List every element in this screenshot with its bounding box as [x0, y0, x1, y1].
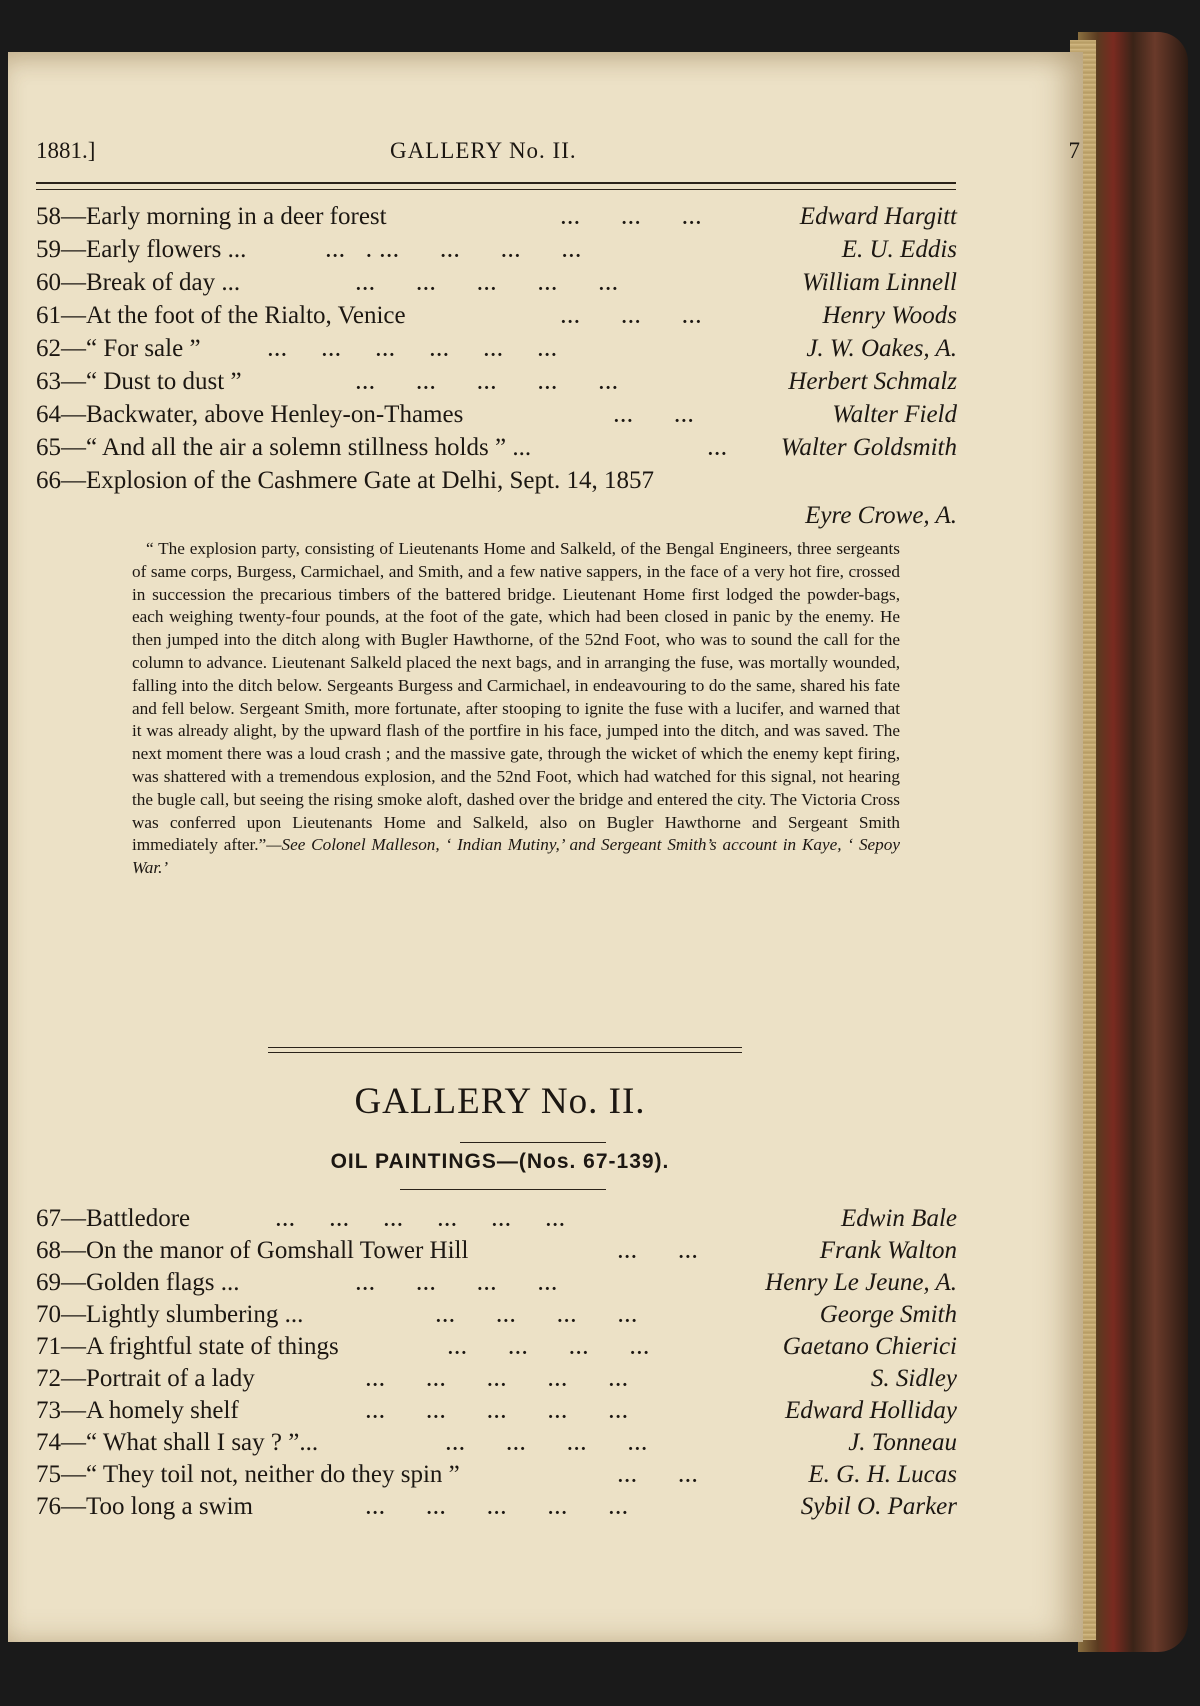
catalogue-entry: [36, 269, 957, 301]
entry-artist: Henry Woods: [822, 302, 957, 329]
entry-artist: S. Sidley: [870, 1365, 957, 1392]
entry-title: 75—“ They toil not, neither do they spin ”: [36, 1461, 460, 1488]
entry-title: 63—“ Dust to dust ”: [36, 368, 242, 395]
header-year: 1881.]: [36, 138, 96, 163]
leader-dots: ...: [708, 439, 729, 460]
catalogue-entry: [36, 1205, 957, 1237]
leader-dots: ... ... ... ... ... ...: [268, 340, 559, 361]
entry-title: 73—A homely shelf: [36, 1397, 239, 1424]
entry-title: 74—“ What shall I say ? ”...: [36, 1429, 319, 1456]
leader-dots: ... ...: [618, 1242, 699, 1263]
entry-artist: E. U. Eddis: [841, 236, 957, 263]
entry-artist: Walter Goldsmith: [780, 434, 957, 461]
leader-dots: ... ... ... ...: [436, 1306, 639, 1327]
catalogue-entry: [36, 1237, 957, 1269]
catalogue-entry: [36, 1269, 957, 1301]
entry-title: 68—On the manor of Gomshall Tower Hill: [36, 1237, 469, 1264]
entry-title: 62—“ For sale ”: [36, 335, 201, 362]
running-header: [36, 138, 1080, 172]
entry-artist: Frank Walton: [819, 1237, 957, 1264]
leader-dots: ... ... ... ... ...: [366, 1370, 630, 1391]
entry-artist: Edwin Bale: [841, 1205, 957, 1232]
subtitle-rule: [400, 1189, 606, 1190]
leader-dots: ... ... ... ...: [446, 1434, 649, 1455]
catalogue-entry: [36, 1397, 957, 1429]
entry-title: 61—At the foot of the Rialto, Venice: [36, 302, 406, 329]
leader-dots: ... ... ... ... ... ...: [276, 1210, 567, 1231]
section-title: GALLERY No. II.: [354, 1081, 646, 1122]
leader-dots: ... ... ... ... ...: [366, 1498, 630, 1519]
catalogue-entry: [36, 236, 957, 268]
leader-dots: ... ... ...: [561, 208, 703, 229]
entry-title: 58—Early morning in a deer forest: [36, 203, 387, 230]
leader-dots: ... ... ... ... ...: [366, 1402, 630, 1423]
catalogue-entry: [36, 1365, 957, 1397]
catalogue-entry: [36, 368, 957, 400]
entry-title: 67—Battledore: [36, 1205, 191, 1232]
catalogue-entry: [36, 302, 957, 334]
leader-dots: ... ... ... ...: [448, 1338, 651, 1359]
entry-artist: Edward Hargitt: [799, 203, 957, 230]
entry-artist: Eyre Crowe, A.: [805, 502, 957, 529]
catalogue-entry: [36, 335, 957, 367]
entry-title: 71—A frightful state of things: [36, 1333, 339, 1360]
entry-artist: J. W. Oakes, A.: [806, 335, 957, 362]
entry-artist: George Smith: [819, 1301, 957, 1328]
catalogue-entry: [36, 1493, 957, 1525]
entry-title: 70—Lightly slumbering ...: [36, 1301, 304, 1328]
leader-dots: ... ... ...: [561, 307, 703, 328]
entry-title: 64—Backwater, above Henley-on-Thames: [36, 401, 464, 428]
entry-artist: Walter Field: [832, 401, 957, 428]
catalogue-entry: [36, 1333, 957, 1365]
page-number: 7: [1068, 138, 1080, 163]
entry-artist: Gaetano Chierici: [782, 1333, 957, 1360]
entry-artist: Henry Le Jeune, A.: [765, 1269, 957, 1296]
catalogue-entry: [36, 1461, 957, 1493]
entry-title: 59—Early flowers ...: [36, 236, 247, 263]
leader-dots: ... ... ... ... ...: [356, 274, 620, 295]
catalogue-entry: [36, 203, 957, 235]
catalogue-entry: [36, 1429, 957, 1461]
entry-title: 66—Explosion of the Cashmere Gate at Delhi, Sept. 14, 1857: [36, 467, 654, 494]
catalogue-entry: [36, 467, 957, 499]
section-subtitle: OIL PAINTINGS—(Nos. 67-139).: [330, 1150, 670, 1173]
catalogue-entry: [36, 434, 957, 466]
entry-title: 76—Too long a swim: [36, 1493, 253, 1520]
leader-dots: ... ... ... ... ...: [356, 373, 620, 394]
entry-66-artist-line: [36, 502, 957, 534]
leader-dots: ... ...: [614, 406, 695, 427]
entry-title: 72—Portrait of a lady: [36, 1365, 255, 1392]
entry-title: 60—Break of day ...: [36, 269, 241, 296]
entry-title: 69—Golden flags ...: [36, 1269, 240, 1296]
entry-artist: J. Tonneau: [848, 1429, 957, 1456]
entry-title: 65—“ And all the air a solemn stillness holds ” ...: [36, 434, 532, 461]
note-citation: —See Colonel Malleson, ‘ Indian Mutiny,’ and Sergeant Smith’s account in Kaye, ‘ Sepoy War.’: [132, 835, 900, 878]
leader-dots: ... ... ... ...: [356, 1274, 559, 1295]
header-rule: [36, 182, 956, 190]
catalogue-entry: [36, 401, 957, 433]
title-rule: [460, 1142, 606, 1143]
entry-artist: Sybil O. Parker: [800, 1493, 957, 1520]
entry-artist: Edward Holliday: [785, 1397, 957, 1424]
catalogue-entry: [36, 1301, 957, 1333]
leader-dots: ... . ... ... ... ...: [326, 241, 583, 262]
entry-artist: E. G. H. Lucas: [808, 1461, 957, 1488]
historical-note: [132, 538, 900, 880]
leader-dots: ... ...: [618, 1466, 699, 1487]
note-text: “ The explosion party, consisting of Lieutenants Home and Salkeld, of the Bengal Engineers, three sergeants of same corps, Burgess, Carmichael, and Smith, and a few native sappers, in the face of a very hot fire, crossed in succession the precarious timbers of the battered bridge. Lieutenant Home first lodged the powder-bags, each weighing twenty-four pounds, at the foot of the gate, which had been closed in panic by the enemy. He then jumped into the ditch along with Bugler Hawthorne, of the 52nd Foot, who was to sound the call for the column to advance. Lieutenant Salkeld placed the next bags, and in arranging the fuse, was mortally wounded, falling into the ditch below. Sergeants Burgess and Carmichael, in endeavouring to do the same, shared his fate and fell below. Sergeant Smith, more fortunate, after stooping to ignite the fuse with a lucifer, and warned that it was already alight, by the upward flash of the portfire in his face, jumped into the ditch, and was saved. The next moment there was a loud crash ; and the massive gate, through the wicket of which the enemy kept firing, was shattered with a tremendous explosion, and the 52nd Foot, which had watched for this signal, not hearing the bugle call, but seeing the rising smoke aloft, dashed over the bridge and entered the city. The Victoria Cross was conferred upon Lieutenants Home and Salkeld, also on Bugler Hawthorne and Sergeant Smith immediately after.”: [132, 539, 900, 855]
entry-artist: William Linnell: [802, 269, 957, 296]
header-title: GALLERY No. II.: [390, 138, 577, 163]
entry-artist: Herbert Schmalz: [788, 368, 957, 395]
section-divider: [268, 1047, 742, 1053]
